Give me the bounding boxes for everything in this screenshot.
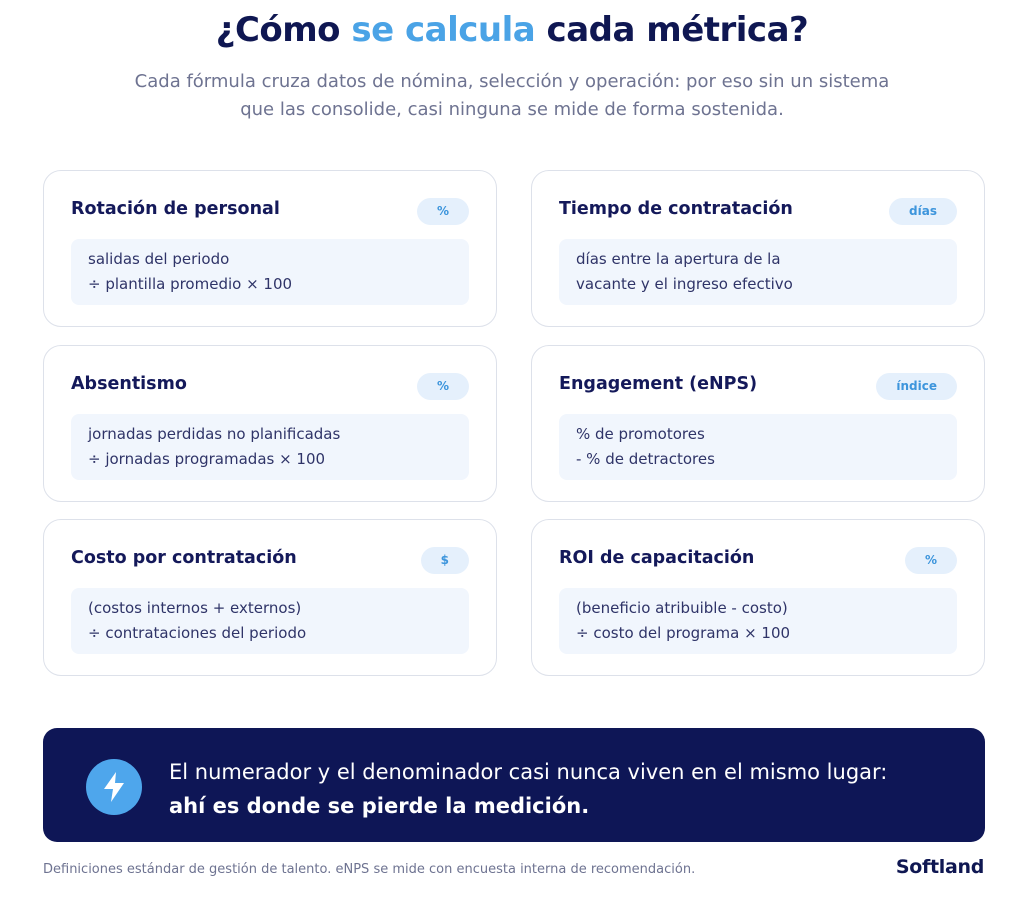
formula-line-2: vacante y el ingreso efectivo: [576, 275, 793, 293]
metric-card-rotacion: [43, 170, 497, 327]
metric-name: Rotación de personal: [71, 199, 280, 219]
banner-line-1: El numerador y el denominador casi nunca viven en el mismo lugar:: [169, 760, 888, 784]
formula-line-2: ÷ costo del programa × 100: [576, 624, 791, 642]
formula-box: [559, 588, 957, 654]
formula-line-2: ÷ contrataciones del periodo: [88, 624, 307, 642]
formula-box: [71, 588, 469, 654]
unit-badge: %: [905, 547, 957, 574]
banner-line-2: ahí es donde se pierde la medición.: [169, 794, 590, 818]
metric-card-tiempo-contratacion: [531, 170, 985, 327]
metric-card-engagement: [531, 345, 985, 502]
lightning-bolt-icon: [86, 759, 142, 815]
unit-badge: %: [417, 373, 469, 400]
insight-banner: [43, 728, 985, 842]
formula-line-1: jornadas perdidas no planificadas: [88, 425, 341, 443]
unit-badge: $: [421, 547, 469, 574]
formula-line-2: - % de detractores: [576, 450, 715, 468]
footnote: Definiciones estándar de gestión de talento. eNPS se mide con encuesta interna de recomendación.: [43, 862, 696, 877]
unit-badge: días: [889, 198, 957, 225]
metric-name: Tiempo de contratación: [559, 199, 793, 219]
formula-box: [71, 414, 469, 480]
metric-name: Costo por contratación: [71, 548, 297, 568]
metric-card-absentismo: [43, 345, 497, 502]
unit-badge: %: [417, 198, 469, 225]
title-accent: se calcula: [351, 10, 536, 50]
formula-box: [559, 414, 957, 480]
formula-box: [71, 239, 469, 305]
metric-name: Engagement (eNPS): [559, 374, 758, 394]
page-title: ¿Cómo se calcula cada métrica?: [215, 10, 809, 50]
page-subtitle: [100, 68, 924, 124]
formula-line-2: ÷ jornadas programadas × 100: [88, 450, 326, 468]
metric-card-roi-capacitacion: [531, 519, 985, 676]
formula-line-1: salidas del periodo: [88, 250, 230, 268]
banner-message: [169, 755, 969, 823]
subtitle-line-2: que las consolide, casi ninguna se mide de forma sostenida.: [240, 99, 784, 120]
metric-name: ROI de capacitación: [559, 548, 755, 568]
metric-card-costo-contratacion: [43, 519, 497, 676]
formula-box: [559, 239, 957, 305]
brand-logo: Softland: [895, 856, 984, 878]
metric-name: Absentismo: [71, 374, 187, 394]
formula-line-1: (costos internos + externos): [88, 599, 302, 617]
formula-line-1: % de promotores: [576, 425, 705, 443]
subtitle-line-1: Cada fórmula cruza datos de nómina, selección y operación: por eso sin un sistema: [134, 71, 890, 92]
formula-line-2: ÷ plantilla promedio × 100: [88, 275, 293, 293]
formula-line-1: días entre la apertura de la: [576, 250, 781, 268]
unit-badge: índice: [876, 373, 957, 400]
formula-line-1: (beneficio atribuible - costo): [576, 599, 788, 617]
